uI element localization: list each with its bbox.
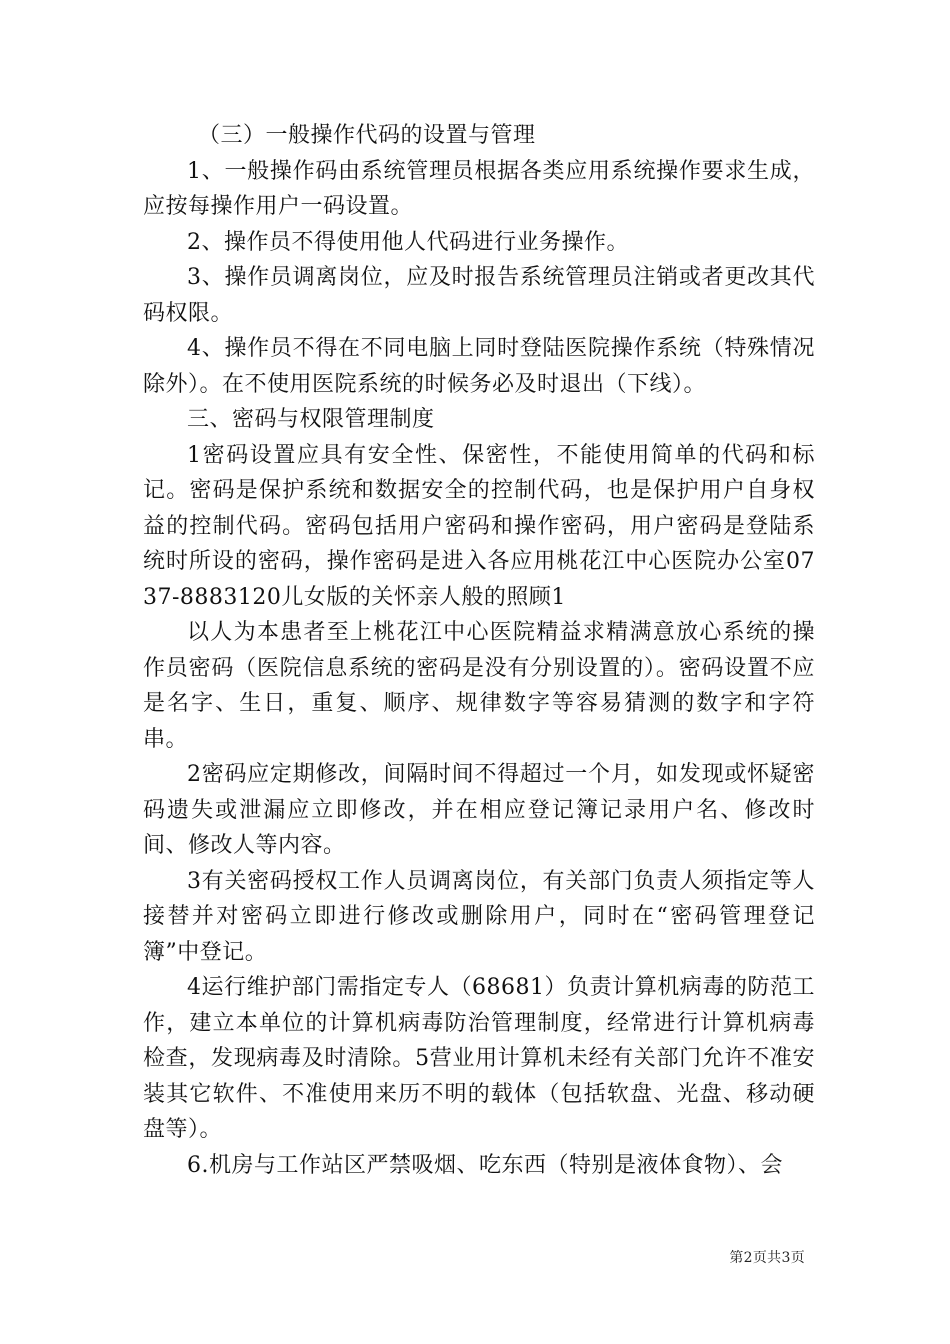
- paragraph-item-3: 3、操作员调离岗位，应及时报告系统管理员注销或者更改其代码权限。: [143, 265, 815, 326]
- paragraph-password-2: 2密码应定期修改，间隔时间不得超过一个月，如发现或怀疑密码遗失或泄漏应立即修改，并在相应登记簿记录用户名、修改时间、修改人等内容。: [143, 762, 815, 858]
- section-heading-password-policy: 三、密码与权限管理制度: [187, 407, 435, 432]
- paragraph-item-4: 4、操作员不得在不同电脑上同时登陆医院操作系统（特殊情况除外）。在不使用医院系统的时候务必及时退出（下线）。: [143, 336, 815, 397]
- paragraph-password-3: 3有关密码授权工作人员调离岗位，有关部门负责人须指定等人接替并对密码立即进行修改或删除用户，同时在“密码管理登记簿”中登记。: [143, 868, 815, 965]
- section-heading-general-codes: （三）一般操作代码的设置与管理: [198, 123, 536, 148]
- paragraph-item-1: 1、一般操作码由系统管理员根据各类应用系统操作要求生成，应按每操作用户一码设置。: [143, 158, 815, 219]
- paragraph-password-1: 1密码设置应具有安全性、保密性，不能使用简单的代码和标记。密码是保护系统和数据安全的控制代码，也是保护用户自身权益的控制代码。密码包括用户密码和操作密码，用户密码是登陆系统时所设的密码，操作密码是进入各应用桃花江中心医院办公室0737-8883120儿女版的关怀亲人般的照顾1: [143, 442, 815, 610]
- document-body: [143, 118, 815, 1183]
- paragraph-password-6: 6.机房与工作站区严禁吸烟、吃东西（特别是液体食物）、会: [187, 1152, 783, 1178]
- paragraph-password-1-cont: 以人为本患者至上桃花江中心医院精益求精满意放心系统的操作员密码（医院信息系统的密码是没有分别设置的）。密码设置不应是名字、生日，重复、顺序、规律数字等容易猜测的数字和字符串。: [143, 620, 815, 752]
- paragraph-item-2: 2、操作员不得使用他人代码进行业务操作。: [187, 229, 629, 255]
- paragraph-password-4-5: 4运行维护部门需指定专人（68681）负责计算机病毒的防范工作，建立本单位的计算机病毒防治管理制度，经常进行计算机病毒检查，发现病毒及时清除。5营业用计算机未经有关部门允许不准安装其它软件、不准使用来历不明的载体（包括软盘、光盘、移动硬盘等）。: [143, 975, 815, 1142]
- page-number-footer: 第2页共3页: [729, 1250, 805, 1266]
